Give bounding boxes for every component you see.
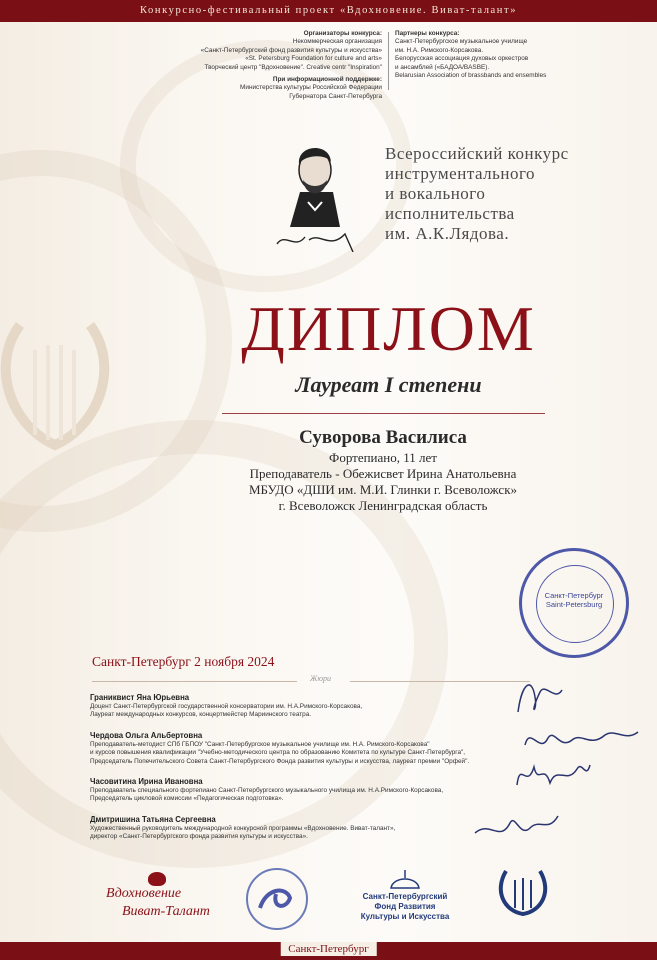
jury-divider xyxy=(350,681,530,682)
signature xyxy=(512,755,592,795)
foundation-logo-line: Санкт-Петербургский xyxy=(362,892,448,901)
composer-portrait xyxy=(275,132,355,252)
official-seal xyxy=(519,548,629,658)
partners-block xyxy=(395,30,595,80)
laureate-degree: Лауреат I степени xyxy=(295,372,482,397)
jury-member-line: директор «Санкт-Петербургского фонда развития культуры и искусства». xyxy=(90,833,308,841)
foundation-logo xyxy=(350,868,460,922)
inspiration-logo-line: Вдохновение xyxy=(106,886,182,901)
organizers-line: Творческий центр "Вдохновение". Creative centr "Inspiration" xyxy=(204,63,382,71)
recipient-instrument: Фортепиано, 11 лет xyxy=(329,450,437,465)
seal-city-en: Saint-Petersburg xyxy=(545,600,603,609)
recipient-school: МБУДО «ДШИ им. М.И. Глинки г. Всеволожск» xyxy=(248,482,518,497)
jury-member-line: и курсов повышения квалификации "Учебно-методического центра по образованию Комитета по культуре Санкт-Петербурга", xyxy=(90,749,466,757)
foundation-logo-line: Культуры и Искусства xyxy=(360,912,450,921)
recipient-block xyxy=(210,426,556,514)
jury-member-line: Лауреат международных конкурсов, концертмейстер Мариинского театра. xyxy=(90,711,312,719)
organizers-line: «Санкт-Петербургский фонд развития культуры и искусства» xyxy=(200,46,382,54)
contest-title-line: им. А.К.Лядова. xyxy=(385,224,510,243)
crown-icon xyxy=(148,872,166,886)
place-date: Санкт-Петербург 2 ноября 2024 xyxy=(92,654,275,669)
title-divider xyxy=(222,413,545,414)
foundation-logo-line: Фонд Развития xyxy=(374,902,436,911)
jury-member-name: Дмитришина Татьяна Сергеевна xyxy=(90,815,216,824)
dome-icon xyxy=(385,868,425,890)
partners-line: Belarusian Association of brassbands and ensembles xyxy=(395,72,547,80)
jury-member xyxy=(90,776,530,804)
jury-label: Жюри xyxy=(310,674,331,683)
jury-member-name: Часовитина Ирина Ивановна xyxy=(90,777,203,786)
footer-city: Санкт-Петербург xyxy=(280,942,376,956)
jury-member xyxy=(90,730,540,766)
jury-member-line: Преподаватель специального фортепиано Санкт-Петербургского музыкального училища им. Н.А.Римского-Корсакова, xyxy=(90,787,444,794)
contest-title-line: исполнительства xyxy=(385,204,515,223)
recipient-region: г. Всеволожск Ленинградская область xyxy=(278,498,488,513)
jury-member-line: Преподаватель-методист СПб ГБПОУ "Санкт-Петербургское музыкальное училище им. Н.А. Римского-Корсакова" xyxy=(90,741,430,748)
partners-line: и ансамблей («БАДОА/BASBE). xyxy=(395,63,490,71)
support-line: Губернатора Санкт-Петербурга xyxy=(289,92,382,100)
signature xyxy=(470,808,560,846)
organizers-line: «St. Petersburg Foundation for culture and arts» xyxy=(245,55,382,63)
jury-member-line: Художественный руководитель международной конкурсной программы «Вдохновение. Виват-талант», xyxy=(90,825,396,832)
jury-member-name: Граниквист Яна Юрьевна xyxy=(90,693,190,702)
jury-member-line: Председатель цикловой комиссии «Педагогическая подготовка». xyxy=(90,795,284,803)
header-band: Конкурсно-фестивальный проект «Вдохновение. Виват-талант» xyxy=(0,0,657,22)
recipient-teacher: Преподаватель - Обежисвет Ирина Анатольевна xyxy=(249,466,517,481)
organizers-line: Некоммерческая организация xyxy=(292,38,382,46)
jury-member-line: Доцент Санкт-Петербургской государственной консерватории им. Н.А.Римского-Корсакова, xyxy=(90,703,363,710)
jury-divider xyxy=(92,681,297,682)
jury-member xyxy=(90,814,530,842)
support-title: При информационной поддержке: xyxy=(272,76,382,84)
inspiration-logo-line: Виват-Талант xyxy=(122,904,210,919)
jury-member-name: Чердова Ольга Альбертовна xyxy=(90,731,203,740)
partners-line: Санкт-Петербургское музыкальное училище xyxy=(395,38,528,46)
contest-title-line: Всероссийский конкурс xyxy=(385,144,569,163)
seal-city-ru: Санкт-Петербург xyxy=(544,591,604,600)
signature xyxy=(510,672,570,722)
diploma-title: ДИПЛОМ xyxy=(241,293,536,364)
ribbon-logo xyxy=(246,868,308,930)
contest-title-line: и вокального xyxy=(385,184,486,203)
lyre-emblem-icon xyxy=(498,866,548,918)
contest-title-line: инструментального xyxy=(385,164,536,183)
jury-member-line: Председатель Попечительского Совета Санкт-Петербургского Фонда развития культуры и искусства, лауреат премии "Орфей". xyxy=(90,757,470,765)
jury-member xyxy=(90,692,530,720)
partners-line: Белорусская ассоциация духовых оркестров xyxy=(395,55,529,63)
ribbon-icon xyxy=(246,868,304,926)
contest-title xyxy=(385,144,625,244)
partners-title: Партнеры конкурса: xyxy=(395,30,460,37)
partners-line: им. Н.А. Римского-Корсакова. xyxy=(395,46,484,54)
organizers-title: Организаторы конкурса: xyxy=(303,30,382,37)
support-line: Министерства культуры Российской Федерации xyxy=(240,84,382,92)
header-divider xyxy=(388,32,389,90)
recipient-name: Суворова Василиса xyxy=(299,427,467,448)
inspiration-logo xyxy=(88,872,228,927)
organizers-block xyxy=(150,30,382,101)
signature xyxy=(520,720,640,760)
